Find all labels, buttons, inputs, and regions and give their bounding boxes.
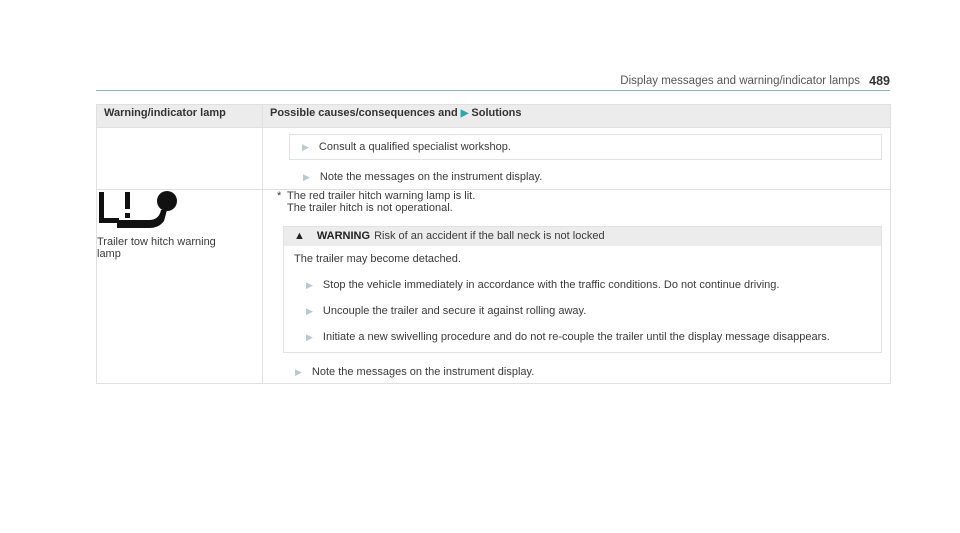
consult-box xyxy=(289,134,882,160)
play-icon: ▶ xyxy=(295,367,302,377)
condition-marker: * xyxy=(277,190,282,202)
table-row xyxy=(97,190,891,384)
step-text: Initiate a new swivelling procedure and do not re-couple the trailer until the display message disappears. xyxy=(322,331,830,343)
empty-lamp-cell xyxy=(97,128,263,190)
warning-lamp-table xyxy=(96,104,891,384)
header-solutions-text: Solutions xyxy=(471,107,522,119)
lamp-label-line1: Trailer tow hitch warning xyxy=(97,236,216,248)
page-number: 489 xyxy=(869,74,890,88)
warning-text: Risk of an accident if the ball neck is not locked xyxy=(374,230,605,242)
condition-line1: The red trailer hitch warning lamp is lit. xyxy=(287,190,476,202)
warning-word: WARNING xyxy=(316,230,371,242)
play-icon: ▶ xyxy=(306,280,313,290)
warning-box xyxy=(283,226,882,353)
step-text: Uncouple the trailer and secure it against rolling away. xyxy=(322,305,587,317)
play-icon: ▶ xyxy=(306,306,313,316)
condition-text xyxy=(263,190,890,214)
warning-step-2 xyxy=(284,302,881,320)
play-icon: ▶ xyxy=(302,142,309,152)
running-title: Display messages and warning/indicator lamps xyxy=(620,75,860,87)
column-header-lamp: Warning/indicator lamp xyxy=(97,105,263,128)
note-text: Note the messages on the instrument display. xyxy=(319,171,543,183)
page-header xyxy=(96,60,890,91)
warning-step-3 xyxy=(284,328,881,346)
warning-header xyxy=(284,227,881,246)
play-icon: ▶ xyxy=(303,172,310,182)
table-header-row xyxy=(97,105,891,128)
header-causes-text: Possible causes/consequences and xyxy=(270,107,458,119)
warning-description: The trailer may become detached. xyxy=(294,253,461,265)
lamp-label xyxy=(97,236,262,260)
note-step xyxy=(263,365,890,379)
column-header-solutions xyxy=(263,105,891,128)
condition-line2: The trailer hitch is not operational. xyxy=(287,202,453,214)
step-text: Stop the vehicle immediately in accordance with the traffic conditions. Do not continue driving. xyxy=(322,279,780,291)
lamp-cell xyxy=(97,190,263,384)
trailer-tow-hitch-icon xyxy=(97,190,183,230)
solutions-cell xyxy=(263,190,891,384)
table-row xyxy=(97,128,891,190)
note-step xyxy=(263,168,890,186)
lamp-label-line2: lamp xyxy=(97,248,121,260)
triangle-right-icon: ▶ xyxy=(460,108,469,119)
play-icon: ▶ xyxy=(306,332,313,342)
note-text: Note the messages on the instrument display. xyxy=(311,366,535,378)
warning-triangle-icon: ▲ xyxy=(294,230,305,242)
consult-text: Consult a qualified specialist workshop. xyxy=(318,141,511,153)
warning-step-1 xyxy=(284,276,881,294)
solutions-cell xyxy=(263,128,891,190)
warning-body xyxy=(284,246,881,352)
